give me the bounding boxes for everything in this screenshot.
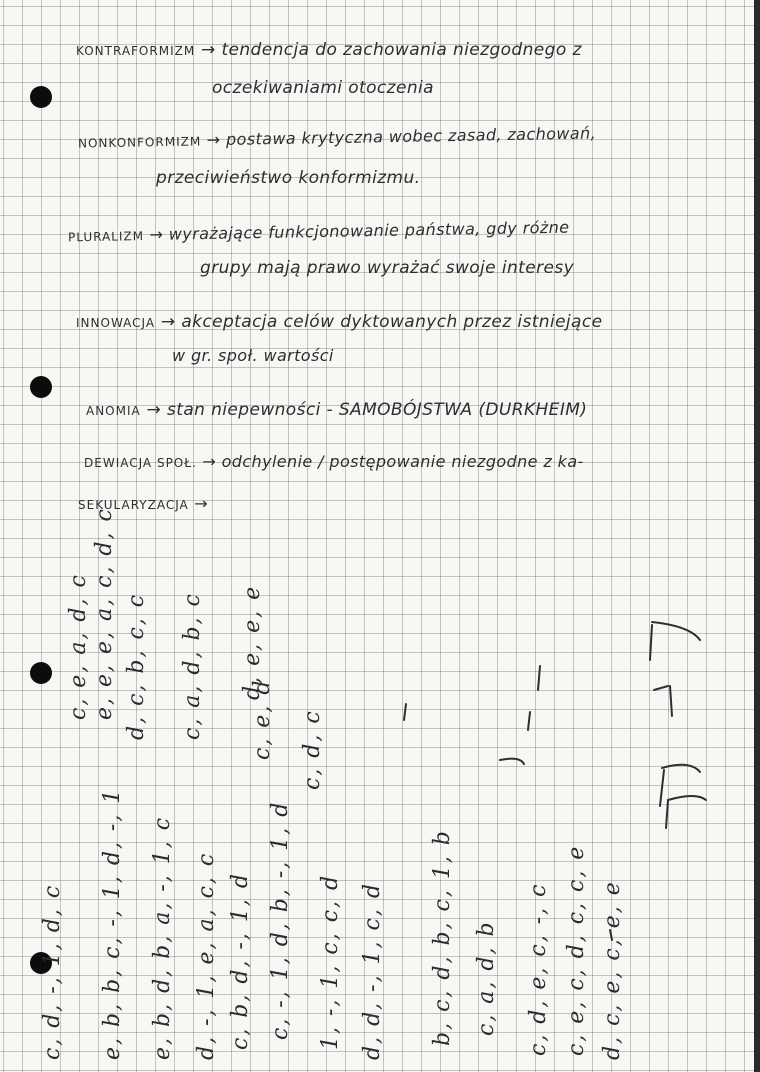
scribble-column: e, e, e, a, c, d, c <box>92 507 117 720</box>
definition-continuation: przeciwieństwo konformizmu. <box>156 168 421 188</box>
scribble-column: c, d, e, c, -, c <box>526 882 551 1056</box>
pen-stroke <box>404 704 406 720</box>
definition-term: PLURALIZM <box>67 229 145 245</box>
definition-text: → postawa krytyczna wobec zasad, zachowań, <box>206 123 597 150</box>
definition-term: SEKULARYZACJA <box>78 498 189 512</box>
scribble-column: e, b, d, b, a, -, 1, c <box>150 815 175 1060</box>
definition-term: NONKONFORMIZM <box>77 134 202 151</box>
pen-stroke <box>538 666 540 690</box>
scribble-column: b, c, d, b, c, 1, b <box>430 829 455 1046</box>
definition-term: KONTRAFORMIZM <box>76 44 196 58</box>
pen-stroke <box>654 686 668 690</box>
definition-continuation: grupy mają prawo wyrażać swoje interesy <box>200 258 575 278</box>
definition-term: DEWIACJA SPOŁ. <box>84 456 197 470</box>
scribble-column: d, c, b, c, c <box>124 592 149 740</box>
definition-term: INNOWACJA <box>76 316 156 330</box>
scribble-column: c, a, d, b <box>474 920 499 1036</box>
pen-stroke <box>666 800 668 828</box>
scribble-column: c, e, d <box>250 678 275 760</box>
pen-stroke <box>670 686 672 716</box>
pen-stroke <box>650 625 652 660</box>
scribble-column: c, d, -, 1, d, c <box>40 883 65 1060</box>
scribble-column: d, e, e, e <box>240 584 265 700</box>
scribble-column: c, -, 1, d, b, -, 1, d <box>268 800 293 1040</box>
scribble-column: d, d, -, 1, c, d <box>360 882 385 1060</box>
pen-stroke <box>500 759 524 764</box>
pen-stroke <box>668 796 706 800</box>
definition-continuation: w gr. społ. wartości <box>172 346 334 365</box>
scribble-column: c, b, d, -, 1, d <box>228 872 253 1050</box>
definition-text: → wyrażające funkcjonowanie państwa, gdy różne <box>149 217 570 244</box>
pen-stroke <box>662 765 700 772</box>
pen-stroke <box>652 622 700 640</box>
definition-continuation: oczekiwaniami otoczenia <box>212 78 434 98</box>
pen-stroke <box>660 770 664 806</box>
scribble-column: c, e, c, d, c, c, e <box>564 844 589 1056</box>
pen-stroke <box>528 712 530 730</box>
pen-stroke <box>610 930 612 940</box>
scribble-column: e, b, b, c, -, 1, d, -, 1 <box>100 787 125 1060</box>
definition-text: → stan niepewności - SAMOBÓJSTWA (DURKHEIM) <box>146 400 588 420</box>
scribble-column: d, -, 1, e, a, c, c <box>194 851 219 1060</box>
scribble-column: c, d, c <box>300 709 325 790</box>
definition-text: → akceptacja celów dyktowanych przez istniejące <box>160 312 603 332</box>
definition-term: ANOMIA <box>86 404 141 418</box>
scribble-column: c, e, a, d, c <box>66 573 91 720</box>
scribble-column: 1, -, 1, c, c, d <box>318 873 343 1050</box>
definition-text: → odchylenie / postępowanie niezgodne z ka- <box>202 452 584 471</box>
definition-text: → tendencja do zachowania niezgodnego z <box>201 40 582 60</box>
scribble-column: c, a, d, b, c <box>180 592 205 740</box>
scribble-column: d, c, e, c, e, e <box>600 880 625 1060</box>
definition-text: → <box>194 494 209 513</box>
